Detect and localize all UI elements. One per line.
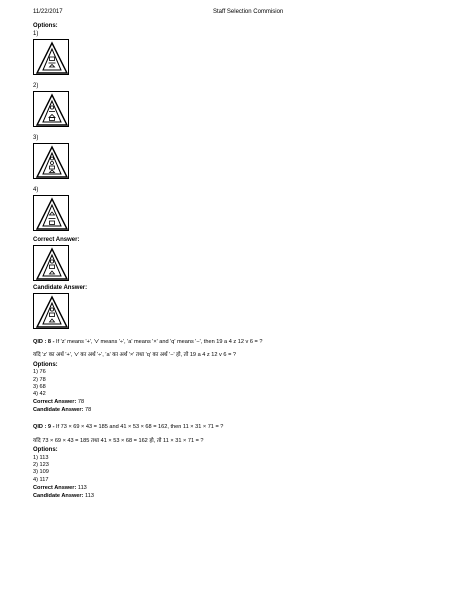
triangle-figure-option-2: [33, 91, 69, 127]
triangle-figure-option-1: [33, 39, 69, 75]
triangle-figure-option-3: [33, 143, 69, 179]
correct-answer-value: 113: [77, 485, 87, 491]
option-item: 2) 78: [33, 377, 46, 383]
question-text-english: If 73 × 69 × 43 = 185 and 41 × 53 × 68 = 162, then 11 × 31 × 71 = ?: [56, 424, 224, 430]
option-number: 4): [33, 187, 39, 193]
option-item: 4) 117: [33, 477, 49, 483]
candidate-answer-row: [33, 407, 91, 414]
question-text-hindi: यदि 73 × 69 × 43 = 185 तथा 41 × 53 × 68 = 162 हो, तो 11 × 31 × 71 = ?: [33, 438, 204, 444]
correct-answer-value: 78: [77, 399, 85, 405]
correct-answer-label: Correct Answer:: [33, 399, 77, 405]
options-label: Options:: [33, 362, 58, 368]
options-label: Options:: [33, 23, 58, 29]
question-block-9: [33, 424, 223, 431]
candidate-answer-label: Candidate Answer:: [33, 407, 84, 413]
question-id: QID : 8 -: [33, 339, 55, 345]
candidate-answer-value: 113: [85, 493, 94, 499]
question-text-hindi: यदि 'z' का अर्थ '+', 'v' का अर्थ '÷', 'a' का अर्थ '×' तथा 'q' का अर्थ '−' हो, तो 19 a 4 z 12 v 6 = ?: [33, 352, 237, 358]
correct-answer-label: Correct Answer:: [33, 237, 80, 243]
option-item: 2) 123: [33, 462, 49, 468]
option-number: 3): [33, 135, 39, 141]
triangle-figure-candidate-answer: [33, 293, 69, 329]
question-block-8: [33, 339, 262, 346]
option-item: 1) 113: [33, 455, 49, 461]
option-item: 3) 109: [33, 469, 49, 475]
candidate-answer-label: Candidate Answer:: [33, 493, 84, 499]
option-item: 4) 42: [33, 391, 46, 397]
triangle-figure-correct-answer: [33, 245, 69, 281]
option-number: 2): [33, 83, 39, 89]
candidate-answer-row: [33, 493, 94, 500]
correct-answer-row: [33, 485, 87, 492]
question-text-english: If 'z' means '+', 'v' means '÷', 'a' means '×' and 'q' means '−', then 19 a 4 z 12 v 6 = ?: [56, 339, 263, 345]
option-item: 1) 76: [33, 369, 46, 375]
question-id: QID : 9 -: [33, 424, 55, 430]
correct-answer-label: Correct Answer:: [33, 485, 77, 491]
option-number: 1): [33, 31, 39, 37]
option-item: 3) 68: [33, 384, 46, 390]
candidate-answer-value: 78: [85, 407, 92, 413]
triangle-figure-option-4: [33, 195, 69, 231]
correct-answer-row: [33, 399, 84, 406]
header-title: Staff Selection Commision: [213, 9, 284, 15]
header-date: 11/22/2017: [33, 9, 63, 15]
options-label: Options:: [33, 447, 58, 453]
candidate-answer-label: Candidate Answer:: [33, 285, 88, 291]
